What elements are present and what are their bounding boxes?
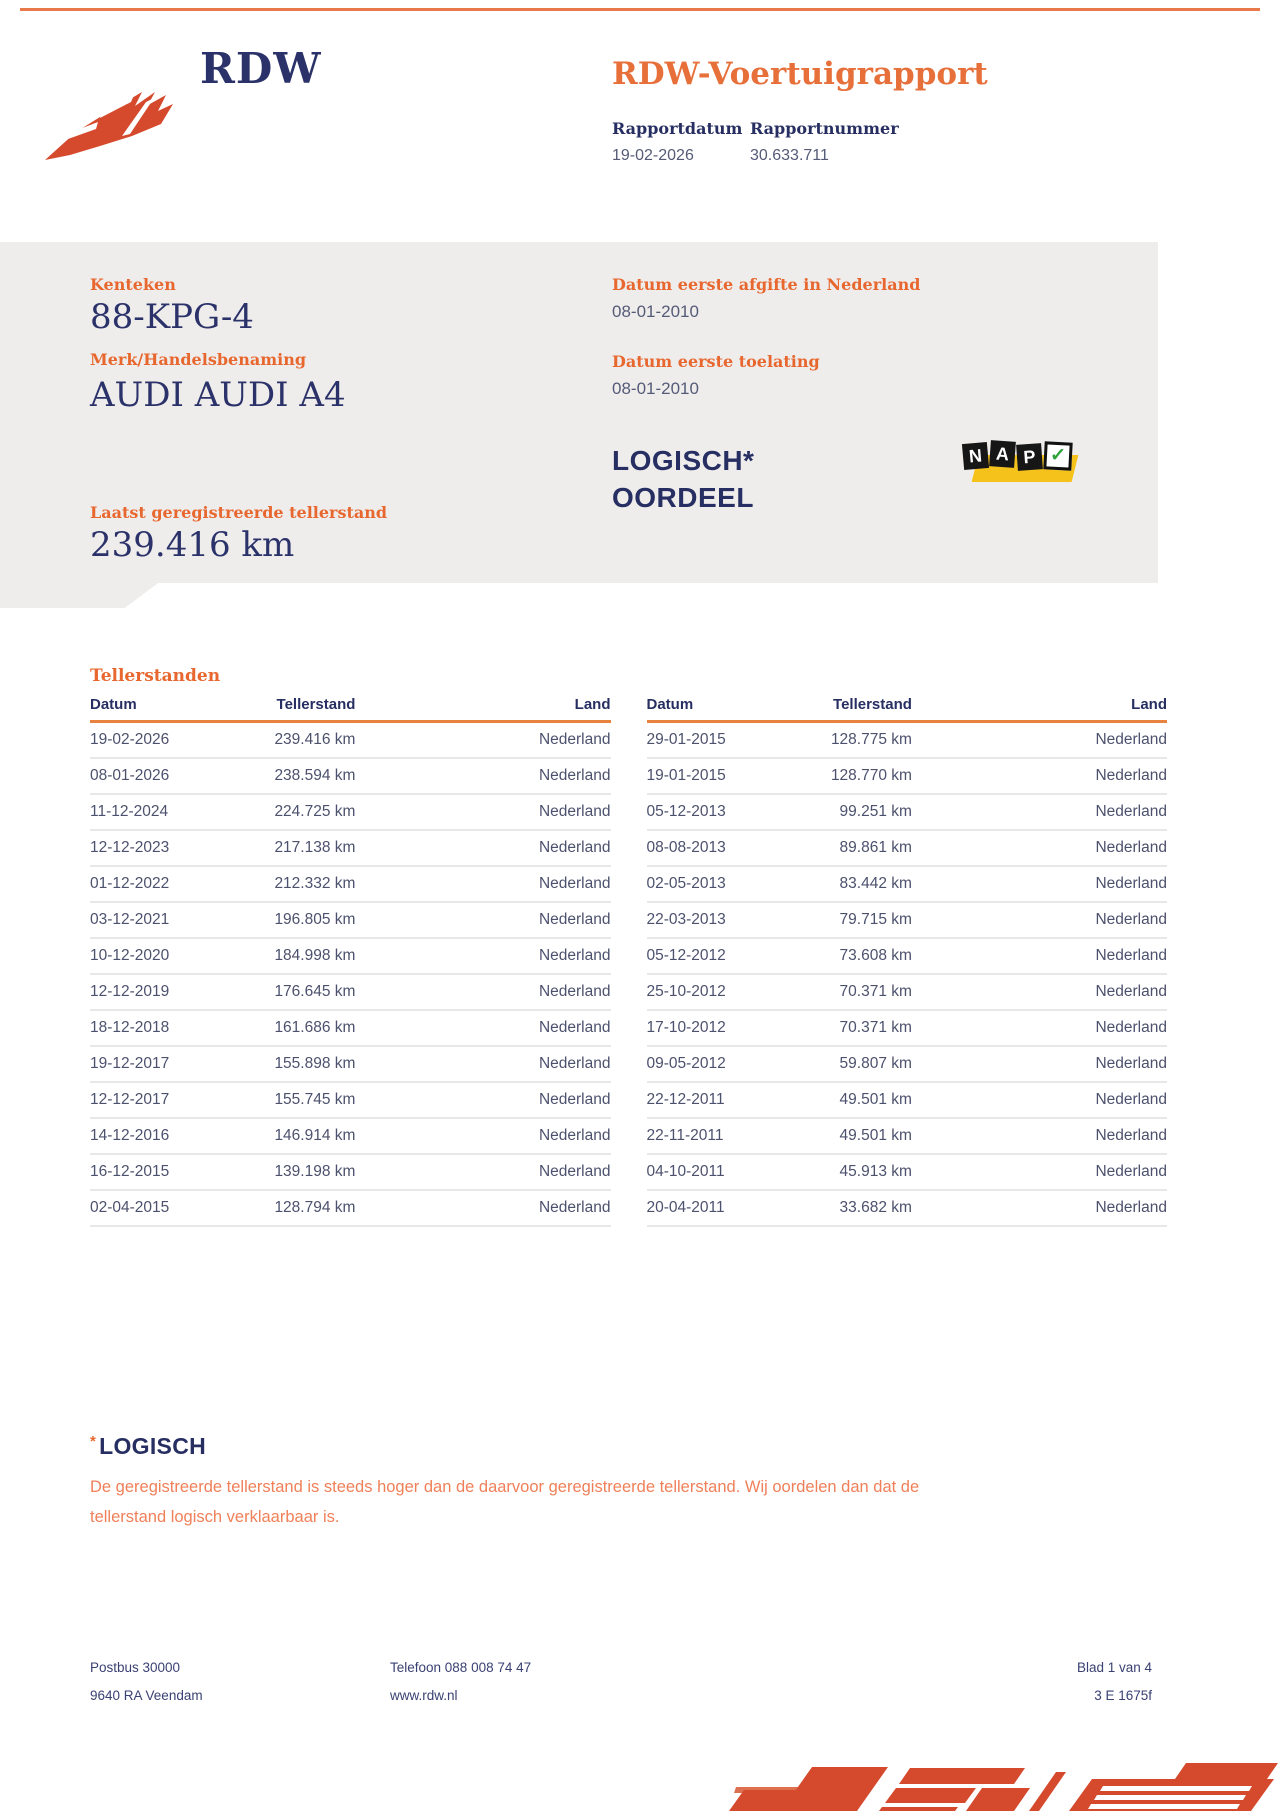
tellerstand-cell: 45.913 km [787,1154,912,1190]
land-cell: Nederland [912,866,1167,902]
merk-label: Merk/Handelsbenaming [90,350,307,369]
tellerstand-cell: 59.807 km [787,1046,912,1082]
land-cell: Nederland [912,794,1167,830]
tellerstand-cell: 99.251 km [787,794,912,830]
land-cell: Nederland [912,1190,1167,1226]
tellerstand-cell: 155.745 km [231,1082,356,1118]
afgifte-label: Datum eerste afgifte in Nederland [612,275,921,294]
datum-cell: 22-12-2011 [647,1082,788,1118]
tellerstand-cell: 33.682 km [787,1190,912,1226]
table-row [647,1154,1168,1190]
table-row [90,938,611,974]
table-row [90,974,611,1010]
tellerstand-cell: 238.594 km [231,758,356,794]
datum-cell: 25-10-2012 [647,974,788,1010]
land-cell: Nederland [355,1154,610,1190]
tellerstand-cell: 89.861 km [787,830,912,866]
datum-cell: 22-03-2013 [647,902,788,938]
nap-letter-p: P [1016,443,1043,471]
laatste-tellerstand-label: Laatst geregistreerde tellerstand [90,503,388,522]
table-row [647,1010,1168,1046]
asterisk-marker: * [90,1433,97,1450]
tellerstand-cell: 83.442 km [787,866,912,902]
report-date-label: Rapportdatum [612,119,743,138]
table-row [647,1082,1168,1118]
datum-cell: 05-12-2013 [647,794,788,830]
report-number-label: Rapportnummer [750,119,899,138]
report-date-block [612,119,742,165]
tellerstand-cell: 184.998 km [231,938,356,974]
nap-check-icon: ✓ [1043,441,1072,470]
verdict-line2: OORDEEL [612,482,754,513]
table-row [647,1046,1168,1082]
datum-cell: 12-12-2023 [90,830,231,866]
table-row [90,1010,611,1046]
column-header-tellerstand: Tellerstand [231,696,356,722]
land-cell: Nederland [355,938,610,974]
tellerstand-cell: 70.371 km [787,974,912,1010]
datum-cell: 22-11-2011 [647,1118,788,1154]
footer-address-line2: 9640 RA Veendam [90,1688,203,1703]
toelating-label: Datum eerste toelating [612,352,820,371]
verdict-line1: LOGISCH* [612,445,755,476]
table-row [647,1118,1168,1154]
tellerstand-cell: 239.416 km [274,731,356,748]
report-number-block [750,119,899,165]
datum-cell: 02-04-2015 [90,1190,231,1226]
table-row [90,902,611,938]
table-row [90,866,611,902]
column-header-datum: Datum [90,696,231,722]
datum-cell: 12-12-2019 [90,974,231,1010]
datum-cell: 17-10-2012 [647,1010,788,1046]
land-cell: Nederland [912,902,1167,938]
land-cell: Nederland [355,1010,610,1046]
tellerstand-cell: 217.138 km [231,830,356,866]
datum-cell: 10-12-2020 [90,938,231,974]
rdw-feather-logo-icon [42,68,180,162]
datum-cell: 05-12-2012 [647,938,788,974]
datum-cell: 29-01-2015 [646,731,726,748]
footer-page-info [1077,1660,1152,1703]
table-row [647,722,1168,759]
footer-address [90,1660,203,1703]
tellerstand-cell: 73.608 km [787,938,912,974]
land-cell: Nederland [912,974,1167,1010]
land-cell: Nederland [355,830,610,866]
table-row [647,938,1168,974]
table-header-row [647,696,1168,722]
nap-logo [963,440,1081,490]
datum-cell: 09-05-2012 [647,1046,788,1082]
land-cell: Nederland [355,1118,610,1154]
datum-cell: 01-12-2022 [90,866,231,902]
kenteken-value: 88-KPG-4 [90,297,254,337]
table-row [90,758,611,794]
tellerstand-cell: 176.645 km [231,974,356,1010]
datum-cell: 02-05-2013 [647,866,788,902]
decorative-stripes-graphic [720,1740,1280,1811]
explanation-heading [90,1433,950,1460]
top-rule [20,8,1260,11]
land-cell: Nederland [912,938,1167,974]
datum-cell: 14-12-2016 [90,1118,231,1154]
explanation-heading-text: LOGISCH [99,1433,207,1459]
tellerstand-cell: 161.686 km [231,1010,356,1046]
table-row [90,830,611,866]
table-row [90,1190,611,1226]
land-cell: Nederland [912,830,1167,866]
merk-value: AUDI AUDI A4 [90,375,346,415]
land-cell: Nederland [912,1154,1167,1190]
land-cell: Nederland [355,758,610,794]
nap-letter-n: N [962,442,989,470]
odometer-readings-section [90,666,1167,1227]
land-cell: Nederland [912,1010,1167,1046]
datum-cell: 16-12-2015 [90,1154,231,1190]
datum-cell: 08-08-2013 [647,830,788,866]
footer-page-indicator: Blad 1 van 4 [1076,1660,1152,1675]
readings-heading: Tellerstanden [90,666,221,686]
table-row [90,1046,611,1082]
datum-cell: 04-10-2011 [647,1154,788,1190]
column-header-land: Land [355,696,610,722]
land-cell: Nederland [912,1046,1167,1082]
tellerstand-cell: 128.775 km [830,731,912,748]
land-cell: Nederland [912,1118,1167,1154]
kenteken-label: Kenteken [90,275,176,294]
datum-cell: 19-12-2017 [90,1046,231,1082]
verdict-text [612,442,754,516]
vehicle-summary-panel [0,242,1158,583]
table-row [647,1190,1168,1226]
land-cell: Nederland [912,758,1167,794]
footer-address-line1: Postbus 30000 [90,1660,181,1675]
readings-table-right [647,696,1168,1227]
table-row [90,722,611,759]
land-cell: Nederland [355,902,610,938]
footer-phone: Telefoon 088 008 74 47 [390,1660,532,1675]
readings-table-left [90,696,611,1227]
footer-contact [390,1660,531,1703]
tellerstand-cell: 79.715 km [787,902,912,938]
table-row [647,794,1168,830]
nap-letter-a: A [989,440,1016,468]
report-date-value: 19-02-2026 [612,147,694,164]
datum-cell: 20-04-2011 [647,1190,788,1226]
tellerstand-cell: 128.770 km [787,758,912,794]
afgifte-value: 08-01-2010 [612,302,699,321]
column-header-land: Land [912,696,1167,722]
report-number-value: 30.633.711 [750,147,829,164]
datum-cell: 03-12-2021 [90,902,231,938]
table-row [90,1154,611,1190]
datum-cell: 08-01-2026 [90,758,231,794]
tellerstand-cell: 128.794 km [231,1190,356,1226]
explanation-body: De geregistreerde tellerstand is steeds hoger dan de daarvoor geregistreerde tellerstand. Wij oordelen dan dat de tellerstand logisch verklaarbaar is. [90,1478,920,1526]
datum-cell: 19-02-2026 [90,731,170,748]
datum-cell: 18-12-2018 [90,1010,231,1046]
column-header-datum: Datum [647,696,788,722]
tellerstand-cell: 155.898 km [231,1046,356,1082]
table-row [647,902,1168,938]
land-cell: Nederland [355,794,610,830]
table-row [647,974,1168,1010]
tellerstand-cell: 139.198 km [231,1154,356,1190]
rdw-logotype: RDW [200,44,322,93]
land-cell: Nederland [355,1082,610,1118]
tellerstand-cell: 212.332 km [231,866,356,902]
tellerstand-cell: 70.371 km [787,1010,912,1046]
land-cell: Nederland [355,1046,610,1082]
datum-cell: 11-12-2024 [90,794,231,830]
footer-form-code: 3 E 1675f [1094,1688,1152,1703]
land-cell: Nederland [355,866,610,902]
laatste-tellerstand-value: 239.416 km [90,525,295,565]
column-header-tellerstand: Tellerstand [787,696,912,722]
land-cell: Nederland [355,1190,610,1226]
table-row [647,830,1168,866]
land-cell: Nederland [355,974,610,1010]
datum-cell: 12-12-2017 [90,1082,231,1118]
table-row [90,1082,611,1118]
tellerstand-cell: 49.501 km [787,1118,912,1154]
table-header-row [90,696,611,722]
table-row [647,758,1168,794]
tellerstand-cell: 224.725 km [231,794,356,830]
datum-cell: 19-01-2015 [647,758,788,794]
table-row [90,794,611,830]
tellerstand-cell: 196.805 km [231,902,356,938]
toelating-value: 08-01-2010 [612,379,699,398]
land-cell: Nederland [538,731,611,748]
table-row [647,866,1168,902]
verdict-explanation-section [90,1433,950,1532]
page-title: RDW-Voertuigrapport [612,56,988,92]
tellerstand-cell: 49.501 km [787,1082,912,1118]
land-cell: Nederland [1095,731,1167,748]
footer-website: www.rdw.nl [390,1688,458,1703]
land-cell: Nederland [912,1082,1167,1118]
table-row [90,1118,611,1154]
tellerstand-cell: 146.914 km [231,1118,356,1154]
